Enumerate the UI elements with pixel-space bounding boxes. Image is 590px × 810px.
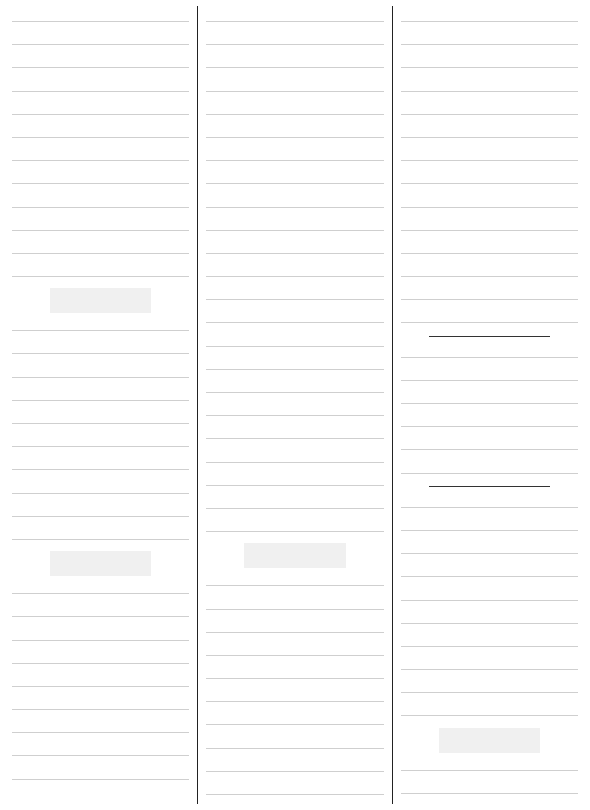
text-line bbox=[204, 709, 385, 732]
text-line bbox=[204, 354, 385, 377]
text-line bbox=[399, 6, 580, 29]
text-line bbox=[204, 779, 385, 802]
text-line bbox=[204, 145, 385, 168]
text-line bbox=[204, 238, 385, 261]
text-line bbox=[204, 122, 385, 145]
text-line bbox=[10, 6, 191, 29]
text-line bbox=[204, 331, 385, 354]
text-line bbox=[204, 377, 385, 400]
text-line bbox=[399, 52, 580, 75]
text-line bbox=[204, 400, 385, 423]
text-line bbox=[10, 431, 191, 454]
text-line bbox=[10, 740, 191, 763]
text-line bbox=[204, 261, 385, 284]
column-left bbox=[6, 6, 195, 804]
text-line bbox=[204, 307, 385, 330]
text-line bbox=[204, 470, 385, 493]
text-line bbox=[204, 29, 385, 52]
text-line bbox=[204, 52, 385, 75]
text-line bbox=[204, 215, 385, 238]
text-line bbox=[204, 516, 385, 539]
section-heading bbox=[439, 728, 540, 753]
text-line bbox=[399, 654, 580, 677]
text-line bbox=[399, 755, 580, 778]
text-line bbox=[399, 538, 580, 561]
text-line bbox=[10, 315, 191, 338]
text-line bbox=[399, 608, 580, 631]
text-line bbox=[399, 145, 580, 168]
text-line bbox=[10, 362, 191, 385]
text-line bbox=[399, 122, 580, 145]
text-line bbox=[204, 192, 385, 215]
text-line bbox=[399, 434, 580, 457]
text-line bbox=[10, 122, 191, 145]
text-line bbox=[204, 99, 385, 122]
column-divider bbox=[392, 6, 393, 804]
text-line bbox=[10, 338, 191, 361]
text-line bbox=[10, 501, 191, 524]
text-line bbox=[10, 694, 191, 717]
text-line bbox=[204, 76, 385, 99]
column-right bbox=[395, 6, 584, 804]
text-line bbox=[10, 717, 191, 740]
text-line bbox=[10, 454, 191, 477]
text-line bbox=[399, 585, 580, 608]
text-line bbox=[399, 700, 580, 723]
text-line bbox=[399, 388, 580, 411]
text-line bbox=[10, 76, 191, 99]
text-line bbox=[399, 215, 580, 238]
text-line bbox=[10, 601, 191, 624]
text-line bbox=[204, 570, 385, 593]
text-line bbox=[399, 342, 580, 365]
text-line bbox=[399, 238, 580, 261]
text-line bbox=[399, 307, 580, 330]
column-divider bbox=[197, 6, 198, 804]
text-line bbox=[399, 29, 580, 52]
text-line bbox=[10, 478, 191, 501]
text-line bbox=[204, 663, 385, 686]
text-line bbox=[399, 515, 580, 538]
text-line bbox=[204, 617, 385, 640]
text-line bbox=[204, 594, 385, 617]
text-line bbox=[399, 778, 580, 801]
text-line bbox=[10, 648, 191, 671]
text-line bbox=[399, 168, 580, 191]
text-line bbox=[204, 686, 385, 709]
text-line bbox=[399, 99, 580, 122]
text-line bbox=[10, 625, 191, 648]
separator-rule bbox=[429, 486, 550, 487]
text-line bbox=[399, 677, 580, 700]
text-line bbox=[10, 385, 191, 408]
text-line bbox=[10, 145, 191, 168]
text-line bbox=[204, 284, 385, 307]
text-line bbox=[10, 99, 191, 122]
text-line bbox=[204, 493, 385, 516]
text-line bbox=[10, 52, 191, 75]
text-line bbox=[10, 671, 191, 694]
text-line bbox=[204, 6, 385, 29]
text-line bbox=[10, 578, 191, 601]
section-heading bbox=[50, 551, 151, 576]
section-heading bbox=[50, 288, 151, 313]
text-line bbox=[204, 168, 385, 191]
separator-rule bbox=[429, 336, 550, 337]
text-line bbox=[10, 238, 191, 261]
text-line bbox=[399, 458, 580, 481]
text-line bbox=[10, 215, 191, 238]
text-line bbox=[10, 29, 191, 52]
section-heading bbox=[244, 543, 345, 568]
text-line bbox=[204, 756, 385, 779]
text-line bbox=[399, 76, 580, 99]
column-container bbox=[6, 6, 584, 804]
text-line bbox=[399, 561, 580, 584]
text-line bbox=[204, 423, 385, 446]
text-line bbox=[399, 261, 580, 284]
column-middle bbox=[200, 6, 389, 804]
text-line bbox=[399, 365, 580, 388]
text-line bbox=[10, 168, 191, 191]
text-line bbox=[204, 447, 385, 470]
text-line bbox=[10, 524, 191, 547]
text-line bbox=[10, 408, 191, 431]
text-line bbox=[204, 733, 385, 756]
text-line bbox=[10, 764, 191, 787]
text-line bbox=[204, 640, 385, 663]
text-line bbox=[399, 631, 580, 654]
text-line bbox=[399, 411, 580, 434]
text-line bbox=[399, 192, 580, 215]
text-line bbox=[399, 284, 580, 307]
text-line bbox=[399, 492, 580, 515]
text-line bbox=[10, 261, 191, 284]
text-line bbox=[10, 192, 191, 215]
